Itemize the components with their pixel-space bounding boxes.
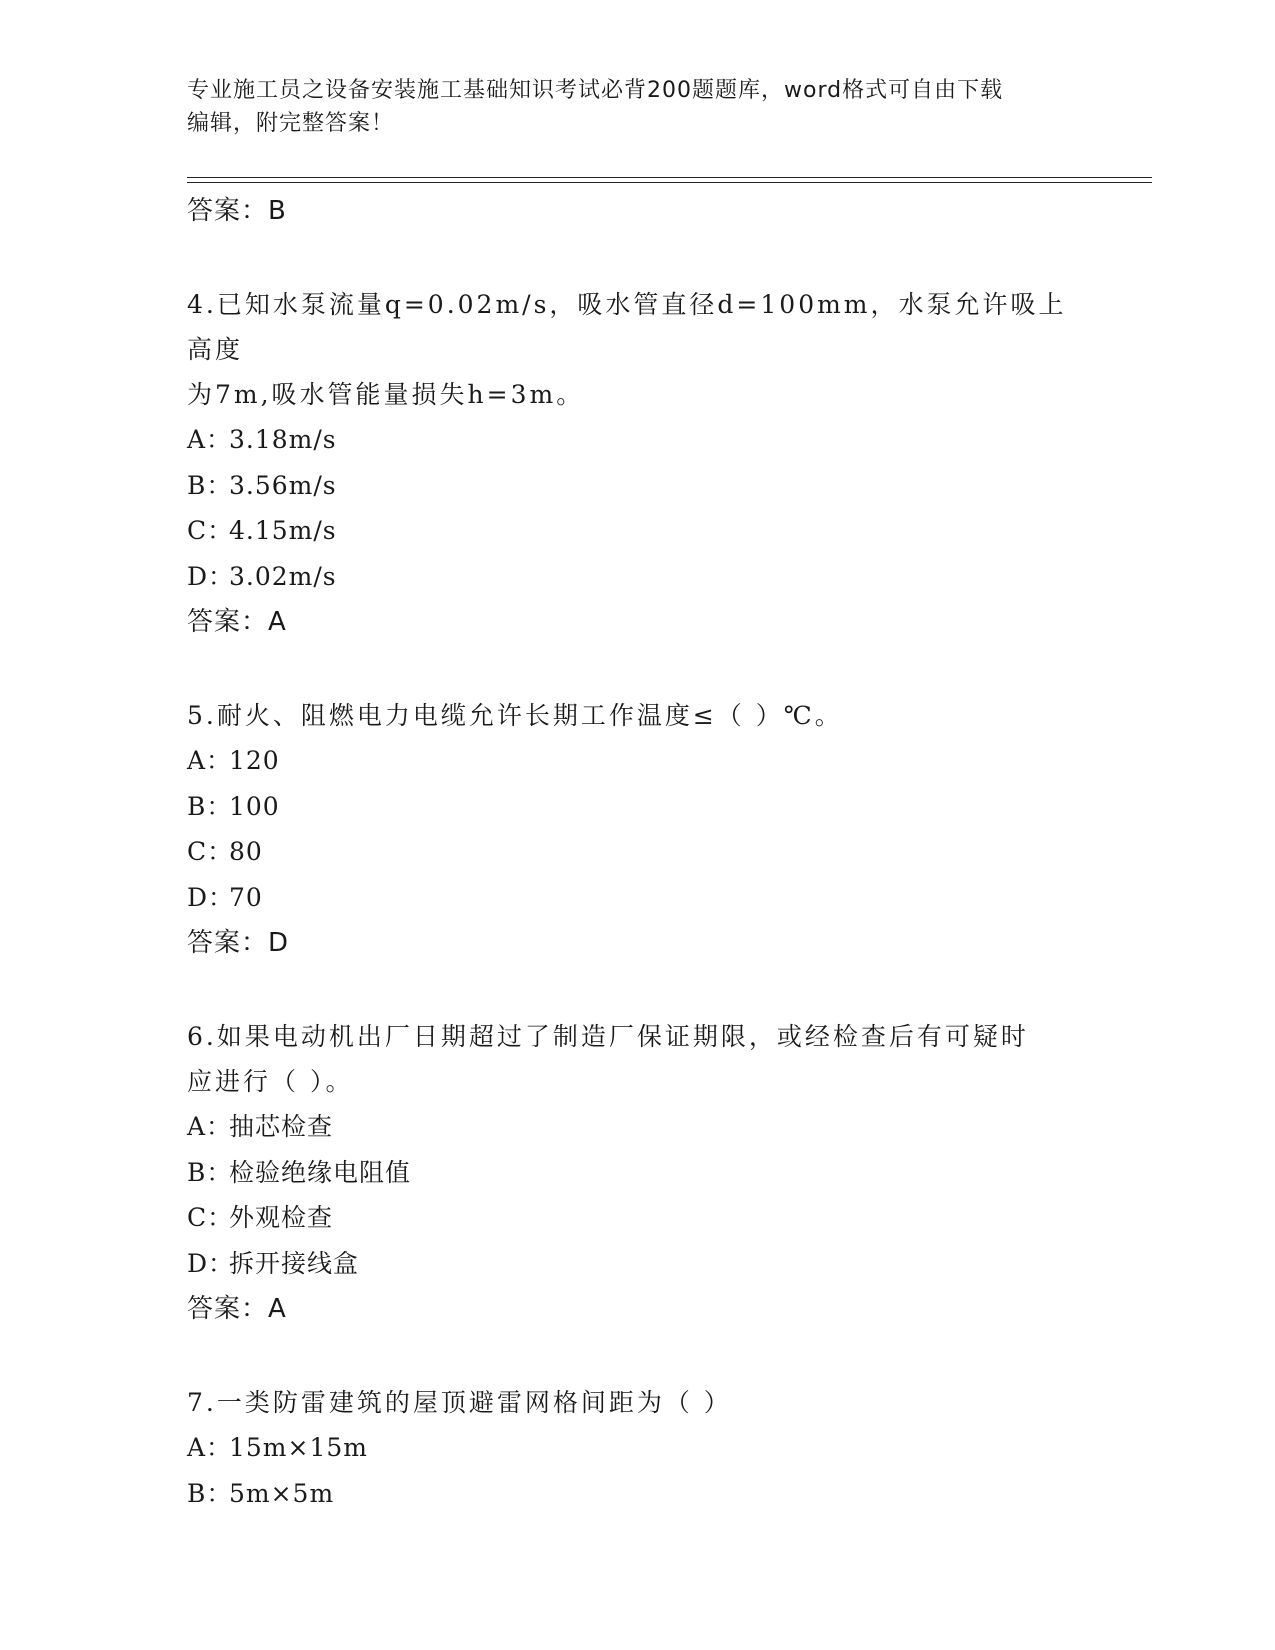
option-d — [187, 554, 1087, 600]
option-key: B： — [187, 1157, 233, 1187]
option-b — [187, 1150, 1087, 1196]
header-line-2: 编辑，附完整答案！ — [187, 111, 395, 136]
option-text: 80 — [229, 837, 263, 866]
option-a — [187, 738, 1087, 784]
option-key: D： — [187, 561, 235, 591]
option-key: B： — [187, 470, 233, 500]
option-text: 3.56m/s — [229, 470, 337, 500]
option-b — [187, 784, 1087, 830]
option-key: B： — [187, 1478, 233, 1508]
answer-line: 答案：A — [187, 1294, 287, 1324]
option-c — [187, 1195, 1087, 1241]
question-text: 6.如果电动机出厂日期超过了制造厂保证期限，或经检查后有可疑时 — [187, 1022, 1029, 1051]
option-a — [187, 1104, 1087, 1150]
question-text: 为7m,吸水管能量损失h=3m。 — [187, 380, 585, 409]
option-text: 外观检查 — [229, 1203, 334, 1232]
option-key: A： — [187, 746, 233, 775]
document-header — [187, 74, 1087, 140]
question-text: 应进行（ ）。 — [187, 1067, 354, 1096]
option-text: 3.18m/s — [229, 425, 337, 454]
option-a — [187, 1425, 1087, 1471]
option-text: 3.02m/s — [229, 561, 337, 591]
option-d — [187, 1241, 1087, 1287]
option-text: 100 — [229, 791, 280, 821]
option-key: D： — [187, 882, 235, 912]
question-item — [187, 282, 1087, 645]
option-b — [187, 463, 1087, 509]
option-key: A： — [187, 425, 233, 454]
question-item — [187, 1380, 1087, 1516]
header-divider-bottom — [187, 182, 1152, 183]
option-key: C： — [187, 1203, 234, 1232]
option-key: B： — [187, 791, 233, 821]
header-divider-top — [187, 177, 1152, 178]
option-key: C： — [187, 516, 234, 545]
option-c — [187, 829, 1087, 875]
answer-line: 答案：D — [187, 928, 290, 958]
option-text: 拆开接线盒 — [229, 1248, 360, 1278]
option-key: D： — [187, 1248, 235, 1278]
option-text: 4.15m/s — [229, 516, 337, 545]
question-text: 7.一类防雷建筑的屋顶避雷网格间距为（ ） — [187, 1388, 732, 1417]
option-b — [187, 1471, 1087, 1517]
question-text: 5.耐火、阻燃电力电缆允许长期工作温度≤（ ）℃。 — [187, 701, 843, 730]
option-key: C： — [187, 837, 234, 866]
option-a — [187, 417, 1087, 463]
option-text: 15m×15m — [229, 1433, 368, 1462]
option-text: 抽芯检查 — [229, 1112, 334, 1141]
option-text: 70 — [229, 882, 263, 912]
answer-line: 答案：B — [187, 196, 287, 226]
question-text: 4.已知水泵流量q=0.02m/s，吸水管直径d=100mm，水泵允许吸上高度 — [187, 290, 1067, 364]
option-text: 120 — [229, 746, 280, 775]
question-list — [187, 188, 1087, 1516]
answer-line: 答案：A — [187, 607, 287, 637]
option-text: 5m×5m — [229, 1478, 335, 1508]
option-key: A： — [187, 1112, 233, 1141]
option-d — [187, 875, 1087, 921]
question-item — [187, 693, 1087, 966]
option-c — [187, 508, 1087, 554]
question-item — [187, 1014, 1087, 1332]
option-key: A： — [187, 1433, 233, 1462]
option-text: 检验绝缘电阻值 — [229, 1157, 412, 1187]
header-line-1: 专业施工员之设备安装施工基础知识考试必背200题题库，word格式可自由下载 — [187, 78, 1004, 103]
